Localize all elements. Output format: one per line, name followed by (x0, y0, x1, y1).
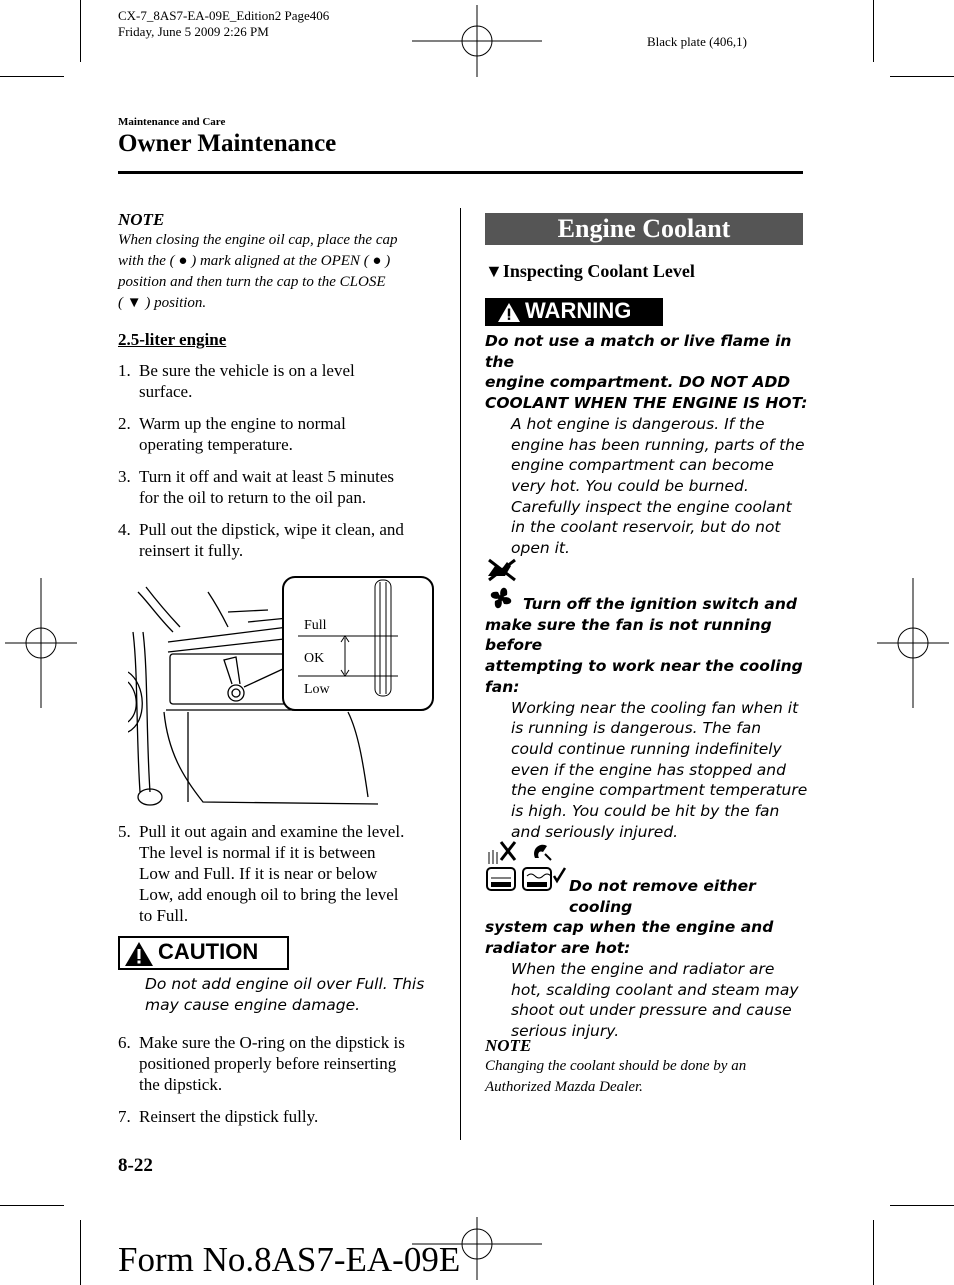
header-rule (118, 171, 803, 174)
step-line: surface. (139, 382, 193, 401)
step-number: 2. (118, 414, 131, 433)
ok-label: OK (304, 651, 325, 666)
coolant-subheading-text: Inspecting Coolant Level (502, 261, 695, 281)
list-item (118, 1032, 448, 1095)
job-line-2: Friday, June 5 2009 2:26 PM (118, 24, 269, 39)
warning-bold-line: Do not use a match or live flame in the (485, 332, 792, 371)
step-line: for the oil to return to the oil pan. (139, 488, 367, 507)
step-line: operating temperature. (139, 435, 293, 454)
warning-line: serious injury. (511, 1021, 620, 1040)
caution-text (145, 974, 445, 1016)
step-line: Make sure the O-ring on the dipstick is (139, 1033, 405, 1052)
job-line-1: CX-7_8AS7-EA-09E_Edition2 Page406 (118, 8, 330, 23)
warning3-body (485, 959, 815, 1042)
column-divider (460, 208, 461, 1140)
list-item (118, 1106, 448, 1127)
warning-line: shoot out under pressure and cause (511, 1001, 792, 1020)
warning-bold-line: radiator are hot: (485, 939, 631, 958)
step-number: 4. (118, 520, 131, 539)
coolant-subheading (485, 261, 695, 282)
list-item (118, 413, 448, 455)
page-number: 8-22 (118, 1155, 153, 1176)
warning-triangle-icon (497, 302, 521, 323)
low-label: Low (304, 682, 330, 697)
note-line: with the ( ● ) mark aligned at the OPEN ( ● ) (118, 253, 391, 269)
note-line: Changing the coolant should be done by an (485, 1058, 747, 1074)
warning-line: in the coolant reservoir, but do not (511, 518, 781, 537)
warning-bold-line: Turn off the ignition switch and (523, 595, 798, 613)
warning-bold-line: engine compartment. DO NOT ADD (485, 373, 791, 392)
warning-line: could continue running indefinitely (511, 739, 782, 758)
warning-line: and seriously injured. (511, 822, 679, 841)
warning-bold-line: fan: (485, 677, 520, 696)
left-column-lower (118, 821, 448, 937)
step-number: 1. (118, 361, 131, 380)
warning-line: the engine compartment temperature (511, 781, 808, 800)
step-line: Warm up the engine to normal (139, 414, 346, 433)
page-title: Owner Maintenance (118, 130, 337, 157)
note-text (118, 230, 448, 314)
warning-bold-line: make sure the fan is not running before (485, 615, 772, 655)
registration-mark-icon (5, 578, 77, 708)
note-text (485, 1056, 805, 1098)
warning-bold-line: system cap when the engine and (485, 918, 774, 937)
list-item (118, 466, 448, 508)
warning3 (485, 876, 815, 1042)
job-info (118, 8, 329, 40)
warning-line: very hot. You could be burned. (511, 476, 749, 495)
warning-line: When the engine and radiator are (511, 959, 775, 978)
warning-line: Carefully inspect the engine coolant (511, 497, 792, 516)
engine-coolant-title: Engine Coolant (485, 213, 803, 245)
step-line: The level is normal if it is between (139, 843, 376, 862)
warning1-body (485, 414, 815, 559)
warning-line: engine has been running, parts of the (511, 435, 805, 454)
warning-bold-line: Do not remove either cooling (569, 877, 756, 916)
left-column-bottom (118, 1032, 448, 1138)
step-line: Low and Full. If it is near or below (139, 864, 378, 883)
warning-line: even if the engine has stopped and (511, 760, 786, 779)
step-line: positioned properly before reinserting (139, 1054, 397, 1073)
warning-line: Working near the cooling fan when it (511, 698, 799, 717)
steps-list-step5 (118, 821, 448, 926)
caution-line: Do not add engine oil over Full. This (145, 975, 425, 993)
full-label: Full (304, 618, 327, 633)
warning1 (485, 331, 815, 559)
registration-mark-icon (877, 578, 949, 708)
steps-list-a (118, 360, 448, 561)
step-line: reinsert it fully. (139, 541, 244, 560)
list-item (118, 360, 448, 402)
steps-list-b (118, 1032, 448, 1127)
warning-triangle-icon (124, 941, 154, 967)
section-label: Maintenance and Care (118, 116, 226, 128)
warning-box (485, 298, 663, 326)
warning-line: hot, scalding coolant and steam may (511, 980, 799, 999)
left-column (118, 210, 448, 572)
warning-line: open it. (511, 539, 570, 558)
step-line: Reinsert the dipstick fully. (139, 1107, 319, 1126)
warning-line: is high. You could be hit by the fan (511, 802, 780, 821)
caution-box (118, 936, 289, 970)
step-number: 7. (118, 1107, 131, 1126)
step-number: 6. (118, 1033, 131, 1052)
caution-label: CAUTION (158, 939, 259, 964)
note-heading: NOTE (118, 210, 165, 229)
warning-bold-line: attempting to work near the cooling (485, 657, 803, 676)
step-number: 5. (118, 822, 131, 841)
step-line: Turn it off and wait at least 5 minutes (139, 467, 394, 486)
list-item (118, 821, 448, 926)
dipstick-illustration (128, 572, 436, 810)
warning2 (485, 594, 815, 842)
step-number: 3. (118, 467, 131, 486)
step-line: to Full. (139, 906, 189, 925)
note-line: ( ▼ ) position. (118, 295, 207, 311)
warning-line: engine compartment can become (511, 456, 774, 475)
step-line: Low, add enough oil to bring the level (139, 885, 399, 904)
warning-label: WARNING (525, 298, 632, 323)
step-line: Be sure the vehicle is on a level (139, 361, 355, 380)
note-line: Authorized Mazda Dealer. (485, 1079, 643, 1095)
note-heading: NOTE (485, 1036, 532, 1055)
warning-line: is running is dangerous. The fan (511, 719, 762, 738)
right-note (485, 1036, 805, 1098)
warning2-body (485, 698, 815, 843)
no-hand-icon (488, 560, 515, 580)
note-line: position and then turn the cap to the CLOSE (118, 274, 386, 290)
warning-line: A hot engine is dangerous. If the (511, 414, 765, 433)
caution-line: may cause engine damage. (145, 996, 361, 1014)
plate-info: Black plate (406,1) (647, 34, 747, 49)
down-triangle-icon: ▼ (485, 261, 503, 281)
step-line: the dipstick. (139, 1075, 223, 1094)
step-line: Pull out the dipstick, wipe it clean, and (139, 520, 404, 539)
form-number: Form No.8AS7-EA-09E (118, 1240, 461, 1279)
list-item (118, 519, 448, 561)
note-line: When closing the engine oil cap, place the cap (118, 232, 398, 248)
step-line: Pull it out again and examine the level. (139, 822, 405, 841)
engine-heading: 2.5-liter engine (118, 330, 227, 349)
warning-bold-line: COOLANT WHEN THE ENGINE IS HOT: (485, 394, 808, 413)
registration-mark-icon (412, 5, 542, 77)
